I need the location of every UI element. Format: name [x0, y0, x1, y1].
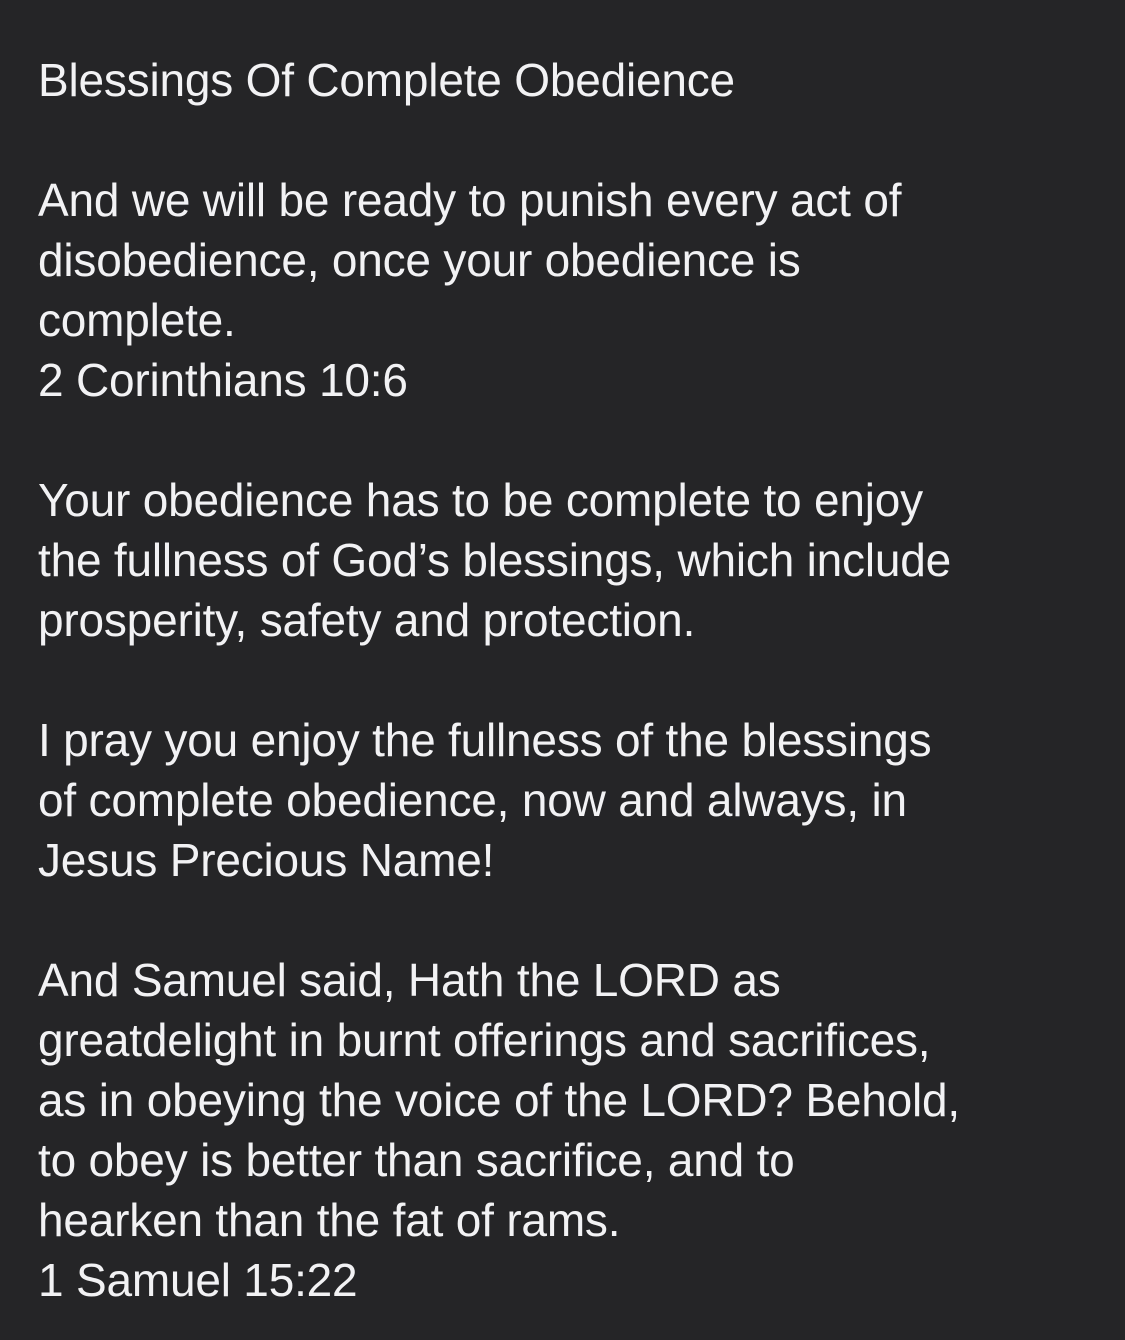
verse-1-line: disobedience, once your obedience is — [38, 234, 801, 286]
verse-paragraph-2 — [38, 950, 1098, 1310]
verse-paragraph-1 — [38, 170, 1098, 410]
verse-2-line: greatdelight in burnt offerings and sacrifices, — [38, 1014, 931, 1066]
paragraph-2-line: Your obedience has to be complete to enjoy — [38, 474, 923, 526]
verse-1-line: complete. — [38, 294, 236, 346]
verse-2-line: And Samuel said, Hath the LORD as — [38, 954, 781, 1006]
verse-1-reference: 2 Corinthians 10:6 — [38, 354, 408, 406]
verse-2-line: to obey is better than sacrifice, and to — [38, 1134, 795, 1186]
paragraph-2-line: prosperity, safety and protection. — [38, 594, 696, 646]
note-body[interactable] — [38, 50, 1098, 1310]
verse-2-line: as in obeying the voice of the LORD? Behold, — [38, 1074, 961, 1126]
paragraph-2-line: the fullness of God’s blessings, which include — [38, 534, 952, 586]
note-title-paragraph — [38, 50, 1098, 110]
verse-2-reference: 1 Samuel 15:22 — [38, 1254, 358, 1306]
prayer-line: I pray you enjoy the fullness of the blessings — [38, 714, 932, 766]
body-paragraph-2 — [38, 470, 1098, 650]
prayer-line: of complete obedience, now and always, in — [38, 774, 907, 826]
verse-2-line: hearken than the fat of rams. — [38, 1194, 621, 1246]
prayer-line: Jesus Precious Name! — [38, 834, 495, 886]
prayer-paragraph — [38, 710, 1098, 890]
verse-1-line: And we will be ready to punish every act of — [38, 174, 902, 226]
note-title: Blessings Of Complete Obedience — [38, 54, 735, 106]
